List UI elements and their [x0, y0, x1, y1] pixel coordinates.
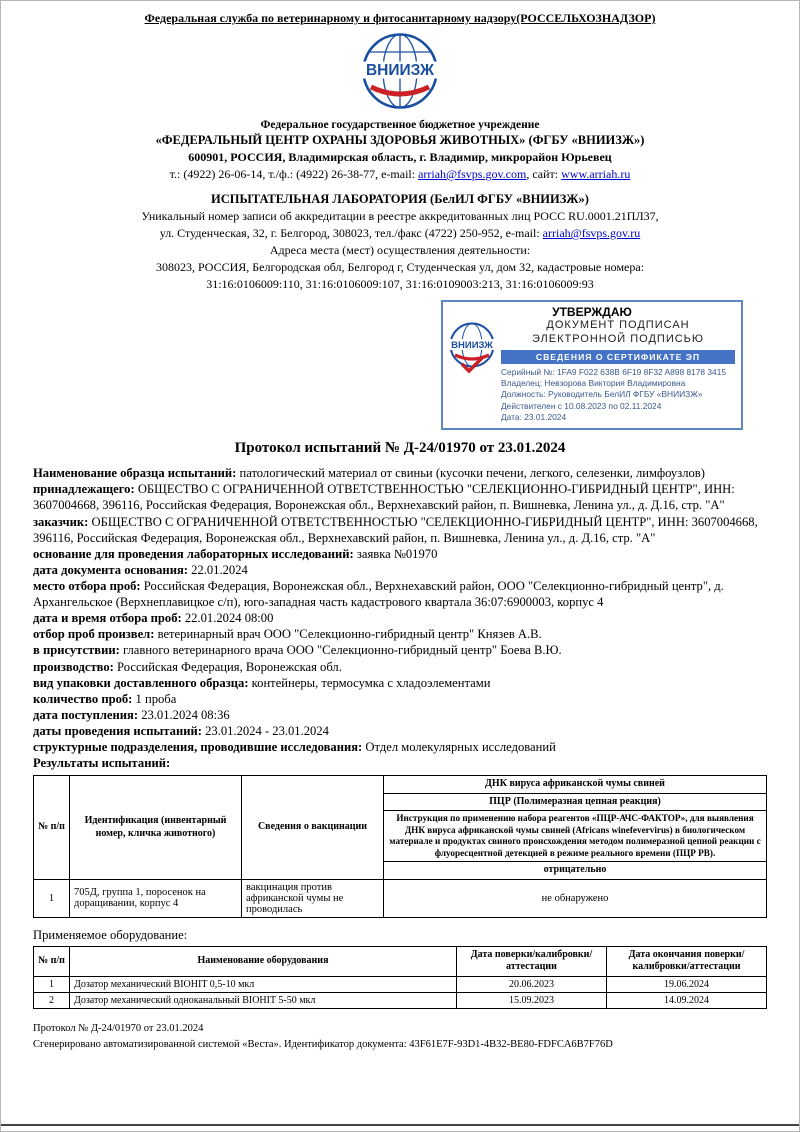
stamp-signed-line-2: ЭЛЕКТРОННОЙ ПОДПИСЬЮ: [531, 332, 705, 345]
results-test-header: ДНК вируса африканской чумы свиней: [384, 776, 767, 794]
cadastral-numbers: 31:16:0106009:110, 31:16:0106009:107, 31:16:0109003:213, 31:16:0106009:93: [206, 277, 594, 291]
field-label: в присутствии:: [33, 643, 120, 658]
field-value: патологический материал от свиньи (кусочки печени, легкого, селезенки, лимфоузлов): [239, 466, 705, 481]
page-content: [1, 1, 799, 1052]
equipment-col-name-header: Наименование оборудования: [70, 946, 457, 976]
field-value: главного ветеринарного врача ООО "Селекционно-гибридный центр" Боева В.Ю.: [122, 643, 562, 658]
field-departments: [33, 739, 767, 755]
field-customer: [33, 514, 767, 546]
field-label: принадлежащего:: [33, 482, 135, 497]
field-value: 23.01.2024 - 23.01.2024: [205, 723, 329, 738]
stamp-logo-container: [448, 322, 496, 381]
results-method-header: ПЦР (Полимеразная цепная реакция): [384, 793, 767, 811]
stamp-serial: Серийный №: 1FA9 F022 638B 6F19 8F32 A898 8178 3415: [501, 366, 727, 377]
field-value: 23.01.2024 08:36: [141, 707, 230, 722]
institution-address: 600901, РОССИЯ, Владимирская область, г. Владимир, микрорайон Юрьевец: [188, 150, 612, 164]
field-testing-dates: [33, 723, 767, 739]
footer-protocol-line: Протокол № Д-24/01970 от 23.01.2024: [33, 1022, 204, 1034]
equipment-table-row: [34, 976, 767, 992]
contacts-mid: , сайт:: [526, 167, 562, 181]
field-label: дата и время отбора проб:: [33, 611, 182, 626]
field-label: Результаты испытаний:: [33, 756, 171, 771]
stamp-globe-icon: [448, 322, 496, 376]
equipment-row-name: Дозатор механический BIOHIT 0,5-10 мкл: [70, 976, 457, 992]
stamp-position: Должность: Руководитель БелИЛ ФГБУ «ВНИИЗЖ»: [501, 389, 703, 400]
field-value: 1 проба: [135, 691, 177, 706]
result-row-identification: 705Д, группа 1, поросенок на доращивании, корпус 4: [70, 879, 242, 917]
results-col-id-header: Идентификация (инвентарный номер, кличка животного): [70, 776, 242, 880]
field-value: Российская Федерация, Воронежская обл., Верхнехавский район, ООО "Селекционно-гибридный центр", д. Архангельское (Верхнеплавицкое с/п), юго-западная часть кадастрового квартала 36:07:6900003, корпус 4: [33, 578, 724, 610]
field-value: 22.01.2024: [191, 562, 248, 577]
field-sampling-place: [33, 578, 767, 610]
page-bottom-divider: [1, 1124, 799, 1126]
field-label: Наименование образца испытаний:: [33, 466, 237, 481]
field-received-date: [33, 707, 767, 723]
protocol-title: Протокол испытаний № Д-24/01970 от 23.01.2024: [234, 440, 566, 457]
results-norm-header: отрицательно: [384, 862, 767, 880]
field-label: дата документа основания:: [33, 562, 188, 577]
svg-text:ВНИИЗЖ: ВНИИЗЖ: [365, 62, 435, 79]
equipment-table-row: [34, 992, 767, 1008]
equipment-col-date1-header: Дата поверки/калибровки/аттестации: [457, 946, 607, 976]
field-value: Российская Федерация, Воронежская обл.: [117, 659, 342, 674]
field-value: ветеринарный врач ООО "Селекционно-гибридный центр" Князев А.В.: [157, 627, 542, 642]
logo-container: [33, 31, 767, 116]
field-label: дата поступления:: [33, 707, 139, 722]
institution-contacts: [33, 167, 767, 182]
field-label: вид упаковки доставленного образца:: [33, 675, 249, 690]
equipment-row-num: 2: [34, 992, 70, 1008]
field-sample-name: [33, 465, 767, 481]
institution-name: «ФЕДЕРАЛЬНЫЙ ЦЕНТР ОХРАНЫ ЗДОРОВЬЯ ЖИВОТНЫХ» (ФГБУ «ВНИИЗЖ»): [155, 133, 645, 147]
result-row-result: не обнаружено: [384, 879, 767, 917]
equipment-row-date2: 19.06.2024: [607, 976, 767, 992]
field-results-heading: [33, 755, 767, 771]
equipment-row-num: 1: [34, 976, 70, 992]
field-label: количество проб:: [33, 691, 133, 706]
field-value: контейнеры, термосумка с хладоэлементами: [251, 675, 491, 690]
field-label: основание для проведения лабораторных исследований:: [33, 546, 354, 561]
field-value: ОБЩЕСТВО С ОГРАНИЧЕННОЙ ОТВЕТСТВЕННОСТЬЮ "СЕЛЕКЦИОННО-ГИБРИДНЫЙ ЦЕНТР", ИНН: 3607004668, 396116, Российская Федерация, Воронежская обл., Верхнехавский район, п. Вишневка, Ленина ул., д. Д.16, стр. "А": [33, 514, 758, 545]
result-row-num: 1: [34, 879, 70, 917]
field-owner: [33, 481, 767, 513]
results-col-vaccination-header: Сведения о вакцинации: [242, 776, 384, 880]
accreditation-line: Уникальный номер записи об аккредитации в реестре аккредитованных лиц РОСС RU.0001.21ПЛ37,: [141, 209, 659, 223]
lab-address-prefix: ул. Студенческая, 32, г. Белгород, 308023, тел./факс (4722) 250-952, e-mail:: [159, 226, 543, 240]
equipment-table: [33, 946, 767, 1009]
field-label: даты проведения испытаний:: [33, 723, 202, 738]
contacts-prefix: т.: (4922) 26-06-14, т./ф.: (4922) 26-38-77, e-mail:: [169, 167, 419, 181]
activity-address: 308023, РОССИЯ, Белгородская обл, Белгород г, Студенческая ул, дом 32, кадастровые номера:: [155, 260, 645, 274]
email-link[interactable]: arriah@fsvps.gov.com: [418, 167, 527, 181]
institution-type: Федеральное государственное бюджетное учреждение: [260, 119, 540, 131]
lab-title: ИСПЫТАТЕЛЬНАЯ ЛАБОРАТОРИЯ (БелИЛ ФГБУ «ВНИИЗЖ»): [211, 192, 589, 206]
equipment-row-date2: 14.09.2024: [607, 992, 767, 1008]
equipment-row-date1: 15.09.2023: [457, 992, 607, 1008]
header-agency-title: Федеральная служба по ветеринарному и фитосанитарному надзору(РОССЕЛЬХОЗНАДЗОР): [144, 11, 656, 25]
field-label: заказчик:: [33, 514, 89, 529]
stamp-owner: Владелец: Невзорова Виктория Владимировна: [501, 377, 686, 388]
stamp-date: Дата: 23.01.2024: [501, 411, 567, 422]
stamp-cert-bar: СВЕДЕНИЯ О СЕРТИФИКАТЕ ЭП: [501, 350, 735, 364]
field-value: 22.01.2024 08:00: [184, 611, 274, 626]
results-table-row: [34, 879, 767, 917]
stamp-approve-label: УТВЕРЖДАЮ: [552, 305, 632, 319]
field-value: ОБЩЕСТВО С ОГРАНИЧЕННОЙ ОТВЕТСТВЕННОСТЬЮ "СЕЛЕКЦИОННО-ГИБРИДНЫЙ ЦЕНТР", ИНН: 3607004668, 396116, Российская Федерация, Воронежская обл., Верхнехавский район, п. Вишневка, Ленина ул., д. Д.16, стр. "А": [33, 482, 735, 513]
results-col-num-header: № п/п: [34, 776, 70, 880]
activity-title: Адреса места (мест) осуществления деятельности:: [269, 243, 531, 257]
results-instruction-header: Инструкция по применению набора реагентов «ПЦР-АЧС-ФАКТОР», для выявления ДНК вируса африканской чумы свиней (Africans winefevervirus) в биологическом материале и продуктах свиного происхождения методом полимеразной цепной реакции с флуоресцентной детекцией в режиме реального времени (ПЦР РВ).: [384, 811, 767, 862]
equipment-row-date1: 20.06.2023: [457, 976, 607, 992]
field-sampled-by: [33, 626, 767, 642]
field-value: Отдел молекулярных исследований: [365, 740, 556, 755]
results-table: [33, 775, 767, 918]
field-packaging: [33, 675, 767, 691]
field-basis: [33, 546, 767, 562]
lab-address-line: [33, 226, 767, 241]
field-sampling-datetime: [33, 610, 767, 626]
footer: [33, 1021, 767, 1053]
field-label: место отбора проб:: [33, 578, 141, 593]
stamp-signed-line-1: ДОКУМЕНТ ПОДПИСАН: [546, 319, 690, 331]
stamp-right-column: [501, 319, 735, 423]
result-row-vaccination: вакцинация против африканской чумы не проводилась: [242, 879, 384, 917]
equipment-caption: Применяемое оборудование:: [33, 927, 188, 942]
footer-generated-line: Сгенерировано автоматизированной системой «Веста». Идентификатор документа: 43F61E7F-93D1-4B32-BE80-FDFCA6B7F76D: [33, 1038, 613, 1050]
field-witness: [33, 642, 767, 658]
field-sample-count: [33, 691, 767, 707]
equipment-row-name: Дозатор механический одноканальный BIOHIT 5-50 мкл: [70, 992, 457, 1008]
website-link[interactable]: www.arriah.ru: [561, 167, 631, 181]
stamp-validity: Действителен с 10.08.2023 по 02.11.2024: [501, 400, 662, 411]
field-basis-date: [33, 562, 767, 578]
field-label: производство:: [33, 659, 114, 674]
equipment-col-num-header: № п/п: [34, 946, 70, 976]
electronic-signature-stamp: [441, 300, 743, 430]
field-label: отбор проб произвел:: [33, 627, 155, 642]
equipment-col-date2-header: Дата окончания поверки/калибровки/аттестации: [607, 946, 767, 976]
field-production: [33, 659, 767, 675]
field-label: структурные подразделения, проводившие исследования:: [33, 740, 363, 755]
lab-email-link[interactable]: arriah@fsvps.gov.ru: [542, 226, 641, 240]
vniizh-globe-logo: [360, 31, 440, 111]
field-value: заявка №01970: [356, 546, 438, 561]
svg-text:ВНИИЗЖ: ВНИИЗЖ: [451, 340, 493, 351]
